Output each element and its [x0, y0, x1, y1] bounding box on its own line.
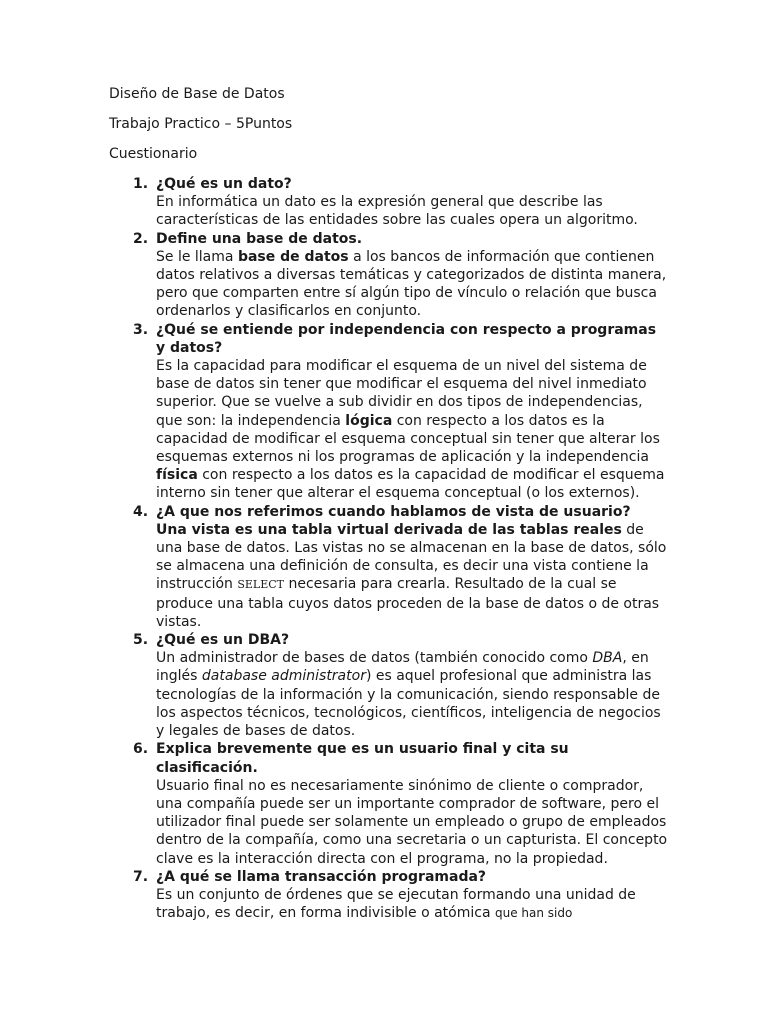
question-item-6 — [109, 740, 669, 867]
question-number: 7. — [133, 868, 149, 885]
answer-text: Un administrador de bases de datos (también conocido como DBA, en inglés database administrator) es aquel profesional que administra las tecnologías de la información y la comunicación, siendo responsable de los aspectos técnicos, tecnológicos, científicos, inteligencia de negocios y legales de bases de datos. — [156, 650, 661, 740]
question-item-7 — [109, 868, 669, 923]
answer-text: Usuario final no es necesariamente sinónimo de cliente o comprador, una compañía puede ser un importante comprador de software, pero el utilizador final puede ser solamente un empleado o grupo de empleados dentro de la compañía, como una secretaria o un capturista. El concepto clave es la interacción directa con el programa, no la propiedad. — [156, 777, 668, 867]
section-heading: Cuestionario — [109, 146, 198, 162]
question-text: ¿A qué se llama transacción programada? — [156, 868, 487, 885]
question-item-2 — [109, 230, 669, 321]
question-text: Explica brevemente que es un usuario final y cita su clasificación. — [156, 741, 569, 776]
answer-text: Una vista es una tabla virtual derivada de las tablas reales de una base de datos. Las vistas no se almacenan en la base de datos, sólo se almacena una definición de consulta, es decir una vista contiene la instrucción SELECT necesaria para crearla. Resultado de la cual se produce una tabla cuyos datos proceden de la base de datos o de otras vistas. — [156, 521, 667, 630]
question-text: ¿Qué es un dato? — [156, 176, 292, 192]
question-text: ¿Qué es un DBA? — [156, 632, 290, 649]
italic-term: DBA — [592, 650, 623, 667]
question-text: ¿Qué se entiende por independencia con respecto a programas y datos? — [156, 321, 657, 356]
question-number: 5. — [133, 632, 149, 649]
bold-term: lógica — [345, 412, 393, 429]
document-subtitle: Trabajo Practico – 5Puntos — [109, 116, 293, 132]
question-item-5 — [109, 631, 669, 740]
question-text: ¿A que nos referimos cuando hablamos de vista de usuario? — [156, 503, 631, 520]
answer-text: Es la capacidad para modificar el esquema de un nivel del sistema de base de datos sin tener que modificar el esquema del nivel inmediato superior. Que se vuelve a sub dividir en dos tipos de independencias, que son: la independencia lógica con respecto a los datos es la capacidad de modificar el esquema conceptual sin tener que alterar los esquemas externos ni los programas de aplicación y la independencia física con respecto a los datos es la capacidad de modificar el esquema interno sin tener que alterar el esquema conceptual (o los externos). — [156, 358, 665, 502]
question-number: 3. — [133, 321, 149, 338]
question-number: 1. — [133, 176, 149, 192]
document-title: Diseño de Base de Datos — [109, 86, 285, 102]
question-item-1 — [109, 175, 669, 230]
bold-term: base de datos — [237, 248, 349, 265]
question-item-3 — [109, 321, 669, 503]
question-text: Define una base de datos. — [156, 230, 363, 247]
bold-term: Una vista es una tabla virtual derivada de las tablas reales — [156, 521, 622, 538]
italic-term: database administrator — [201, 668, 366, 685]
answer-text: Se le llama base de datos a los bancos de información que contienen datos relativos a diversas temáticas y categorizados de distinta manera, pero que comparten entre sí algún tipo de vínculo o relación que busca ordenarlos y clasificarlos en conjunto. — [156, 248, 667, 320]
code-keyword: SELECT — [237, 578, 285, 592]
question-number: 4. — [133, 503, 149, 520]
question-number: 2. — [133, 230, 149, 247]
answer-text: En informática un dato es la expresión general que describe las características de las entidades sobre las cuales opera un algoritmo. — [156, 194, 638, 229]
questionnaire-list — [109, 175, 669, 922]
answer-text: Es un conjunto de órdenes que se ejecutan formando una unidad de trabajo, es decir, en forma indivisible o atómica que han sido — [156, 886, 636, 922]
question-number: 6. — [133, 741, 149, 758]
question-item-4 — [109, 503, 669, 631]
bold-term: física — [156, 467, 198, 484]
